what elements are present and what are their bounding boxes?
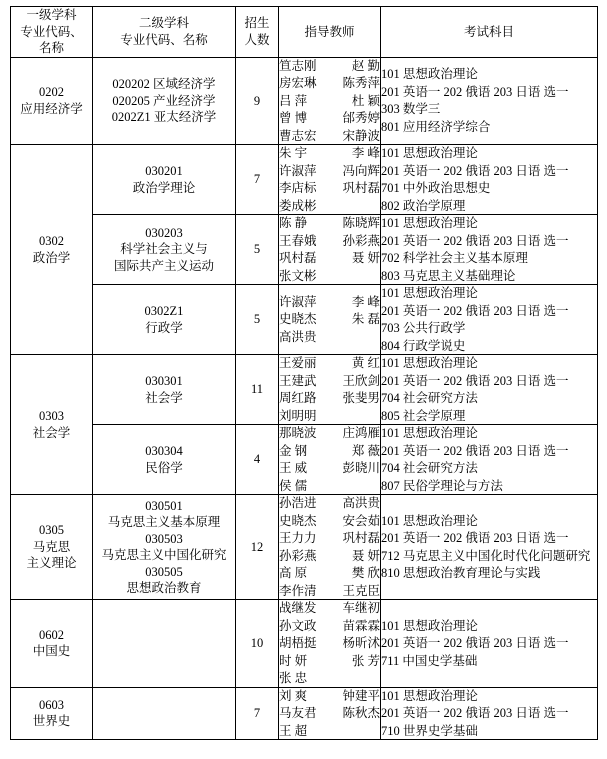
subjects-cell [381, 425, 598, 495]
teacher-name: 许淑萍 [279, 163, 317, 178]
subject-line: 801 应用经济学综合 [381, 119, 491, 134]
major-name: 政治学理论 [132, 180, 196, 195]
teacher-pair [279, 233, 380, 250]
teacher-pair [279, 180, 380, 197]
discipline-cell [11, 57, 93, 145]
major-cell [93, 687, 236, 740]
teacher-pair [279, 670, 380, 687]
teacher-pair [279, 513, 380, 530]
major-cell [93, 600, 236, 688]
teacher-pair [279, 110, 380, 127]
teacher-name: 邰秀婷 [342, 111, 380, 125]
teacher-name: 那晓波 [279, 426, 317, 440]
subject-line: 802 政治学原理 [381, 198, 466, 213]
teacher-name: 张斐男 [342, 391, 380, 405]
teacher-name: 杜 颖 [351, 93, 380, 108]
teacher-pair [279, 530, 380, 547]
teacher-name: 冯向辉 [342, 163, 380, 178]
teachers-cell [279, 600, 381, 688]
table-row [11, 425, 598, 495]
count-cell: 4 [236, 425, 279, 495]
discipline-code: 0302 [39, 234, 64, 248]
subject-line: 101 思想政治理论 [381, 67, 478, 82]
teacher-pair [279, 425, 380, 442]
table-body [11, 57, 598, 740]
teacher-name: 巩村磊 [342, 531, 380, 545]
teacher-name: 赵 勤 [351, 58, 380, 73]
count-cell: 10 [236, 600, 279, 688]
subjects-cell [381, 215, 598, 285]
teacher-name: 娄成彬 [279, 198, 317, 213]
teachers-cell [279, 425, 381, 495]
subjects-cell [381, 57, 598, 145]
major-code: 030301 [145, 374, 183, 388]
teacher-name: 金 钢 [279, 443, 308, 458]
major-line: 思想政治教育 [126, 581, 202, 595]
count-cell: 11 [236, 355, 279, 425]
teacher-name: 巩村磊 [279, 251, 317, 265]
discipline-name: 中国史 [32, 644, 71, 659]
teacher-pair [279, 723, 380, 740]
teacher-name: 孙彩燕 [279, 548, 317, 563]
teacher-pair [279, 495, 380, 512]
teachers-cell [279, 687, 381, 740]
teacher-name: 杨昕沭 [342, 636, 380, 650]
teacher-name: 陈 静 [279, 216, 308, 230]
major-line: 030501 [145, 498, 183, 513]
discipline-code: 0202 [39, 85, 64, 100]
major-line: 0202Z1 亚太经济学 [111, 110, 217, 124]
teacher-name: 史晓杰 [279, 513, 317, 528]
major-cell [93, 215, 236, 285]
subject-line: 201 英语一 202 俄语 203 日语 选一 [381, 233, 569, 248]
subjects-cell [381, 285, 598, 355]
discipline-cell [11, 687, 93, 740]
teacher-name: 侯 儒 [279, 478, 308, 493]
subject-line: 710 世界史学基础 [381, 723, 478, 738]
header-line: 名称 [38, 41, 64, 55]
teacher-pair [279, 443, 380, 460]
major-cell [93, 355, 236, 425]
header-line: 专业代码、名称 [120, 32, 208, 47]
discipline-code: 0603 [39, 697, 64, 712]
teacher-name: 巩村磊 [342, 181, 380, 195]
major-name: 科学社会主义与 [120, 242, 208, 257]
teacher-name: 王建武 [279, 373, 317, 388]
table-row [11, 687, 598, 740]
column-header-teachers [279, 7, 381, 58]
teacher-pair [279, 688, 380, 705]
teacher-name: 朱 宇 [279, 146, 308, 160]
teacher-name: 王春娥 [279, 233, 317, 248]
admissions-table [10, 6, 598, 740]
subject-line: 101 思想政治理论 [381, 216, 478, 230]
teacher-name: 马友君 [279, 706, 317, 720]
count-cell: 7 [236, 687, 279, 740]
teacher-pair [279, 329, 380, 346]
teacher-name: 陈秋杰 [342, 706, 380, 720]
teacher-name: 苗霖霖 [342, 618, 380, 633]
teacher-name: 史晓杰 [279, 312, 317, 327]
teacher-name: 周红路 [279, 391, 317, 405]
teacher-pair [279, 145, 380, 162]
discipline-name: 应用经济学 [20, 101, 83, 116]
teacher-pair [279, 250, 380, 267]
teacher-name: 车继初 [342, 601, 380, 615]
header-line: 人数 [244, 32, 270, 47]
teacher-name: 曹志宏 [279, 128, 317, 143]
teacher-name: 黄 红 [351, 356, 380, 370]
header-line: 考试科目 [463, 24, 514, 39]
subject-line: 701 中外政治思想史 [381, 181, 491, 195]
major-cell [93, 285, 236, 355]
major-code: 030203 [145, 225, 183, 240]
discipline-code: 0303 [39, 409, 64, 423]
subject-line: 711 中国史学基础 [381, 653, 478, 668]
teacher-name: 庄鸿雁 [342, 426, 380, 440]
teacher-pair [279, 460, 380, 477]
subject-line: 201 英语一 202 俄语 203 日语 选一 [381, 443, 569, 458]
subject-line: 201 英语一 202 俄语 203 日语 选一 [381, 303, 569, 318]
teacher-pair [279, 408, 380, 425]
teacher-pair [279, 583, 380, 600]
teachers-cell [279, 215, 381, 285]
header-line: 二级学科 [138, 16, 189, 31]
header-line: 指导教师 [304, 24, 355, 39]
table-row [11, 145, 598, 215]
teacher-name: 孙浩进 [279, 496, 317, 510]
discipline-code: 0602 [39, 627, 64, 642]
discipline-code: 0305 [39, 523, 64, 538]
teacher-name: 笪志刚 [279, 58, 317, 73]
teacher-pair [279, 565, 380, 582]
subject-line: 303 数学三 [381, 102, 441, 117]
teacher-name: 刘 爽 [279, 688, 308, 703]
column-header-count [236, 7, 279, 58]
major-cell [93, 425, 236, 495]
subject-line: 201 英语一 202 俄语 203 日语 选一 [381, 163, 569, 178]
subjects-cell [381, 495, 598, 600]
teacher-pair [279, 268, 380, 285]
teacher-name: 彭晓川 [342, 461, 380, 475]
discipline-name: 世界史 [32, 714, 71, 729]
subject-line: 101 思想政治理论 [381, 513, 478, 528]
teacher-name: 王 超 [279, 723, 308, 738]
count-cell: 12 [236, 495, 279, 600]
major-cell [93, 145, 236, 215]
teacher-name: 张 芳 [351, 653, 380, 668]
subject-line: 712 马克思主义中国化时代化问题研究 [381, 548, 591, 563]
teacher-pair [279, 373, 380, 390]
subject-line: 805 社会学原理 [381, 408, 466, 423]
discipline-name: 社会学 [32, 425, 71, 440]
teacher-name: 时 妍 [279, 653, 308, 668]
teacher-pair [279, 653, 380, 670]
teacher-pair [279, 548, 380, 565]
subject-line: 704 社会研究方法 [381, 461, 478, 475]
teacher-name: 许淑萍 [279, 294, 317, 309]
discipline-cell [11, 495, 93, 600]
teacher-name: 陈晓辉 [342, 216, 380, 230]
teacher-name: 胡梧挺 [279, 636, 317, 650]
teacher-name: 王克臣 [342, 583, 380, 598]
teacher-name: 吕 萍 [279, 93, 308, 108]
subject-line: 201 英语一 202 俄语 203 日语 选一 [381, 84, 569, 99]
subject-line: 702 科学社会主义基本原理 [381, 251, 528, 265]
subject-line: 101 思想政治理论 [381, 688, 478, 703]
major-line: 马克思主义中国化研究 [101, 548, 227, 562]
teacher-pair [279, 294, 380, 311]
teacher-pair [279, 128, 380, 145]
subjects-cell [381, 600, 598, 688]
subject-line: 703 公共行政学 [381, 321, 466, 335]
teachers-cell [279, 57, 381, 145]
subject-line: 807 民俗学理论与方法 [381, 478, 503, 493]
discipline-name-cont: 主义理论 [26, 556, 77, 571]
table-row [11, 215, 598, 285]
major-code: 0302Z1 [144, 304, 184, 318]
table-row [11, 495, 598, 600]
subject-line: 101 思想政治理论 [381, 618, 478, 633]
subject-line: 704 社会研究方法 [381, 391, 478, 405]
major-line: 030505 [145, 564, 183, 579]
teacher-name: 刘明明 [279, 408, 317, 423]
teacher-pair [279, 355, 380, 372]
table-row [11, 285, 598, 355]
subject-line: 201 英语一 202 俄语 203 日语 选一 [381, 706, 569, 720]
teacher-pair [279, 600, 380, 617]
subjects-cell [381, 355, 598, 425]
count-cell: 5 [236, 285, 279, 355]
table-header [11, 7, 598, 58]
subject-line: 804 行政学说史 [381, 338, 466, 353]
teacher-name: 朱 磊 [351, 312, 380, 327]
teacher-pair [279, 618, 380, 635]
discipline-cell [11, 145, 93, 355]
table-row [11, 600, 598, 688]
teacher-name: 王 威 [279, 461, 308, 475]
subject-line: 201 英语一 202 俄语 203 日语 选一 [381, 636, 569, 650]
teacher-name: 陈秀萍 [342, 76, 380, 90]
teacher-name: 王欣剑 [342, 373, 380, 388]
teacher-name: 高 原 [279, 566, 308, 580]
teacher-name: 孙文政 [279, 618, 317, 633]
major-code: 030201 [145, 164, 183, 178]
major-line: 020205 产业经济学 [112, 93, 216, 108]
major-line: 马克思主义基本原理 [107, 515, 221, 529]
teacher-name: 战继发 [279, 601, 317, 615]
major-cell [93, 495, 236, 600]
teacher-name: 房宏琳 [279, 76, 317, 90]
teacher-name: 孙彩燕 [342, 233, 380, 248]
teacher-name: 张 忠 [279, 671, 308, 685]
teacher-name: 钟建平 [342, 688, 380, 703]
teachers-cell [279, 145, 381, 215]
table-row [11, 57, 598, 145]
major-cell [93, 57, 236, 145]
teacher-name: 李 峰 [351, 146, 380, 160]
major-code: 030304 [145, 444, 183, 458]
discipline-cell [11, 355, 93, 495]
subject-line: 201 英语一 202 俄语 203 日语 选一 [381, 531, 569, 545]
count-cell: 7 [236, 145, 279, 215]
subject-line: 201 英语一 202 俄语 203 日语 选一 [381, 373, 569, 388]
table-header-row [11, 7, 598, 58]
teacher-name: 郑 薇 [351, 443, 380, 458]
discipline-name: 政治学 [32, 250, 71, 265]
table-row [11, 355, 598, 425]
discipline-cell [11, 600, 93, 688]
subject-line: 101 思想政治理论 [381, 356, 478, 370]
teachers-cell [279, 355, 381, 425]
major-name: 社会学 [145, 390, 183, 405]
teacher-pair [279, 198, 380, 215]
teacher-name: 李店标 [279, 181, 317, 195]
subject-line: 101 思想政治理论 [381, 426, 478, 440]
teacher-pair [279, 311, 380, 328]
teacher-pair [279, 163, 380, 180]
header-line: 专业代码、 [20, 24, 83, 39]
teacher-name: 王爱丽 [279, 356, 317, 370]
teacher-pair [279, 58, 380, 75]
teacher-name: 李作清 [279, 583, 317, 598]
subjects-cell [381, 687, 598, 740]
subject-line: 101 思想政治理论 [381, 286, 478, 300]
teacher-name: 宋静波 [342, 128, 380, 143]
teacher-pair [279, 93, 380, 110]
teacher-name: 高洪贵 [342, 496, 380, 510]
teacher-name: 聂 妍 [351, 548, 380, 563]
count-cell: 5 [236, 215, 279, 285]
subject-line: 101 思想政治理论 [381, 146, 478, 160]
teacher-pair [279, 75, 380, 92]
major-name: 民俗学 [145, 460, 183, 475]
header-line: 招生 [244, 16, 270, 31]
teacher-pair [279, 705, 380, 722]
teacher-name: 李 峰 [351, 294, 380, 309]
teacher-pair [279, 390, 380, 407]
major-name-cont: 国际共产主义运动 [113, 258, 214, 273]
subject-line: 810 思想政治教育理论与实践 [381, 566, 541, 580]
teacher-name: 聂 妍 [351, 251, 380, 265]
column-header-discipline [11, 7, 93, 58]
teacher-name: 曾 博 [279, 111, 308, 125]
major-name: 行政学 [145, 320, 183, 335]
count-cell: 9 [236, 57, 279, 145]
discipline-name: 马克思 [32, 539, 71, 554]
teacher-name: 高洪贵 [279, 329, 317, 344]
teacher-name: 张文彬 [279, 268, 317, 283]
subject-line: 803 马克思主义基础理论 [381, 268, 516, 283]
teacher-pair [279, 635, 380, 652]
teacher-name: 安会茹 [342, 513, 380, 528]
teacher-name: 王力力 [279, 531, 317, 545]
column-header-major [93, 7, 236, 58]
column-header-subjects [381, 7, 598, 58]
subjects-cell [381, 145, 598, 215]
major-line: 020202 区域经济学 [112, 77, 216, 91]
teacher-name: 樊 欣 [351, 566, 380, 580]
teachers-cell [279, 285, 381, 355]
teacher-pair [279, 215, 380, 232]
teacher-pair [279, 478, 380, 495]
teachers-cell [279, 495, 381, 600]
major-line: 030503 [145, 531, 183, 546]
header-line: 一级学科 [26, 8, 77, 22]
